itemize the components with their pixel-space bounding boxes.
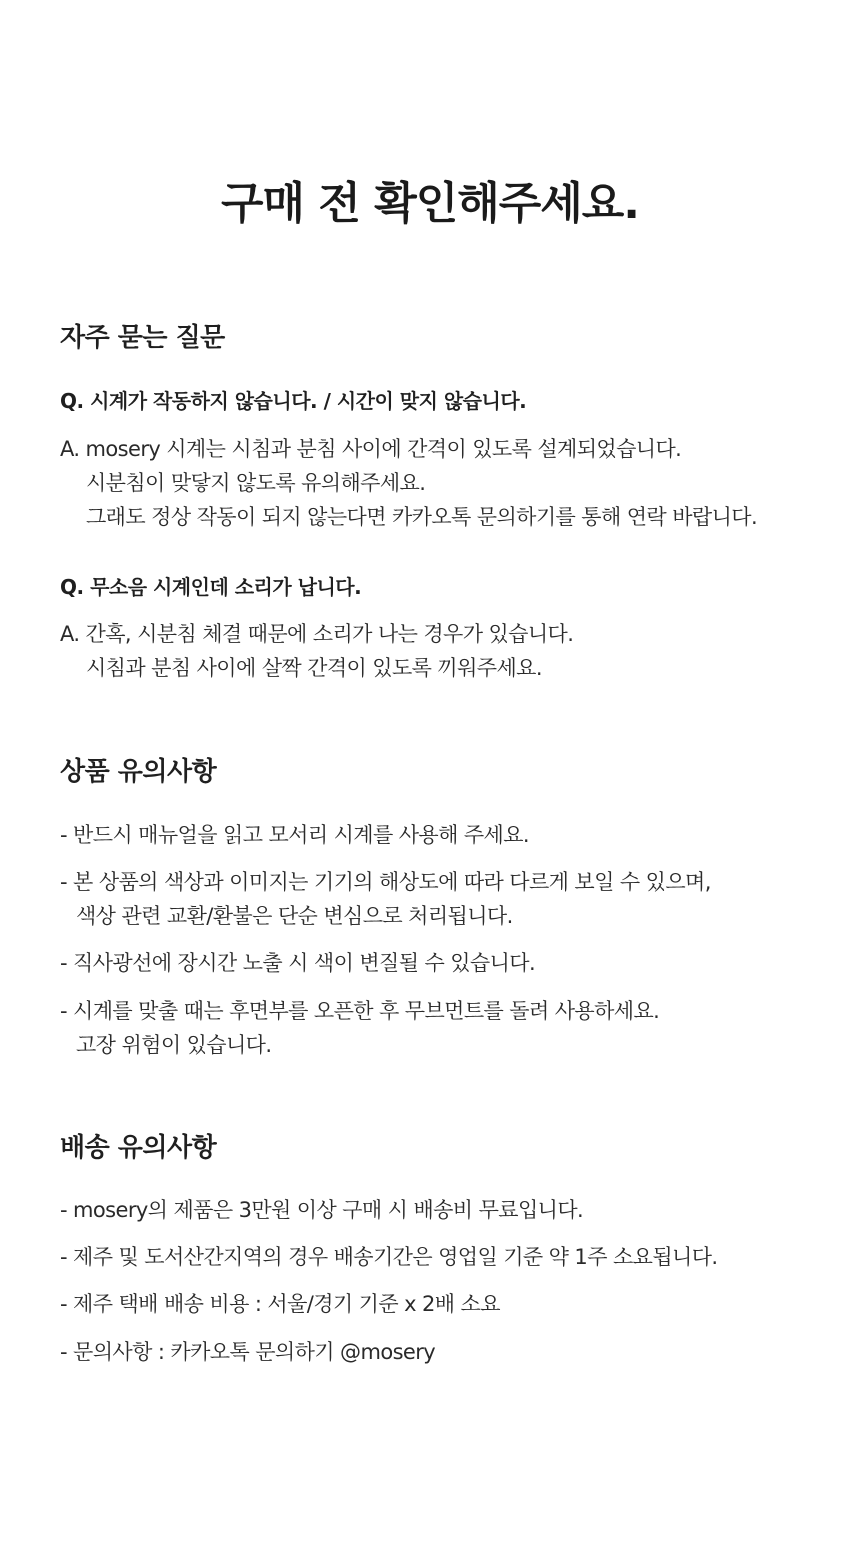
product-note-2-line-1: - 본 상품의 색상과 이미지는 기기의 해상도에 따라 다르게 보일 수 있으며, (60, 870, 711, 894)
faq-answer-1-line-2: 시분침이 맞닿지 않도록 유의해주세요. (86, 471, 426, 495)
product-notes-heading: 상품 유의사항 (60, 757, 217, 787)
product-note-3: - 직사광선에 장시간 노출 시 색이 변질될 수 있습니다. (60, 951, 536, 975)
faq-answer-1-line-1: A. mosery 시계는 시침과 분침 사이에 간격이 있도록 설계되었습니다. (60, 437, 682, 461)
faq-question-2: Q. 무소음 시계인데 소리가 납니다. (60, 575, 362, 599)
shipping-note-4: - 문의사항 : 카카오톡 문의하기 @mosery (60, 1340, 436, 1364)
faq-answer-2-line-1: A. 간혹, 시분침 체결 때문에 소리가 나는 경우가 있습니다. (60, 622, 574, 646)
page-title: 구매 전 확인해주세요. (221, 178, 639, 229)
faq-question-1: Q. 시계가 작동하지 않습니다. / 시간이 맞지 않습니다. (60, 389, 527, 413)
shipping-note-1: - mosery의 제품은 3만원 이상 구매 시 배송비 무료입니다. (60, 1198, 584, 1222)
product-note-2-line-2: 색상 관련 교환/환불은 단순 변심으로 처리됩니다. (76, 904, 513, 928)
shipping-note-3: - 제주 택배 배송 비용 : 서울/경기 기준 x 2배 소요 (60, 1292, 500, 1316)
faq-answer-2-line-2: 시침과 분침 사이에 살짝 간격이 있도록 끼워주세요. (86, 656, 542, 680)
product-note-1: - 반드시 매뉴얼을 읽고 모서리 시계를 사용해 주세요. (60, 823, 529, 847)
shipping-notes-heading: 배송 유의사항 (60, 1133, 217, 1163)
faq-answer-1-line-3: 그래도 정상 작동이 되지 않는다면 카카오톡 문의하기를 통해 연락 바랍니다. (86, 505, 758, 529)
faq-heading: 자주 묻는 질문 (60, 323, 225, 353)
product-note-4-line-2: 고장 위험이 있습니다. (76, 1033, 272, 1057)
product-note-4-line-1: - 시계를 맞출 때는 후면부를 오픈한 후 무브먼트를 돌려 사용하세요. (60, 999, 660, 1023)
shipping-note-2: - 제주 및 도서산간지역의 경우 배송기간은 영업일 기준 약 1주 소요됩니다. (60, 1245, 718, 1269)
